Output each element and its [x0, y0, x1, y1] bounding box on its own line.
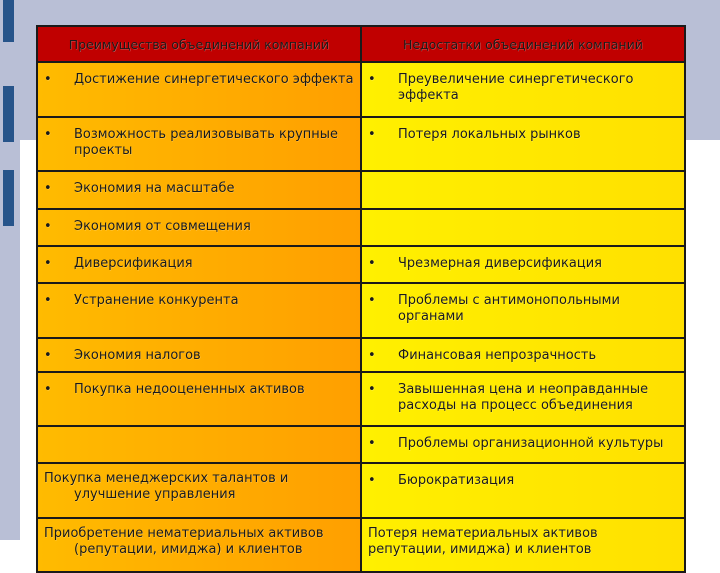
advantage-cell: [37, 209, 361, 246]
bullet: •: [368, 293, 376, 308]
table-row: [37, 518, 685, 572]
bullet: •: [44, 382, 52, 397]
disadvantage-cell: [361, 426, 685, 463]
header-advantages: Преимущества объединений компаний: [37, 26, 361, 62]
disadvantage-text: Бюрократизация: [398, 473, 515, 488]
accent-bar: [3, 170, 14, 226]
table-row: [37, 283, 685, 338]
advantage-cell: [37, 62, 361, 117]
table-row: [37, 463, 685, 518]
advantage-text: Возможность реализовывать крупные проекты: [74, 127, 339, 158]
disadvantage-text: Проблемы с антимонопольными органами: [398, 293, 620, 324]
advantage-cell: [37, 246, 361, 283]
disadvantage-cell-empty: [361, 209, 685, 246]
disadvantage-cell: [361, 283, 685, 338]
disadvantage-cell-empty: [361, 171, 685, 209]
disadvantage-cell: [361, 338, 685, 372]
bullet: •: [44, 181, 52, 196]
advantage-text: Устранение конкурента: [74, 293, 239, 308]
disadvantage-cell: [361, 518, 685, 572]
background-band-left: [0, 0, 20, 540]
table-row: [37, 426, 685, 463]
accent-bar: [3, 86, 14, 142]
header-disadvantages: Недостатки объединений компаний: [361, 26, 685, 62]
advantage-cell: [37, 283, 361, 338]
bullet: •: [368, 473, 376, 488]
disadvantage-cell: [361, 372, 685, 426]
advantage-text: Экономия налогов: [74, 348, 201, 363]
table-row: [37, 209, 685, 246]
bullet: •: [44, 348, 52, 363]
bullet: •: [368, 436, 376, 451]
table-row: [37, 338, 685, 372]
disadvantage-cell: [361, 246, 685, 283]
advantage-cell: [37, 117, 361, 171]
bullet: •: [44, 293, 52, 308]
advantage-cell: [37, 372, 361, 426]
advantage-text: Приобретение нематериальных активов (репутации, имиджа) и клиентов: [44, 526, 324, 557]
disadvantage-text: Финансовая непрозрачность: [398, 348, 597, 363]
table-row: [37, 246, 685, 283]
advantage-text: Покупка недооцененных активов: [74, 382, 305, 397]
advantage-cell-empty: [37, 426, 361, 463]
advantage-cell: [37, 518, 361, 572]
bullet: •: [368, 256, 376, 271]
disadvantage-text: Преувеличение синергетического эффекта: [398, 72, 634, 103]
disadvantage-text: Чрезмерная диверсификация: [398, 256, 602, 271]
advantage-text: Экономия от совмещения: [74, 219, 251, 234]
bullet: •: [368, 127, 376, 142]
advantage-text: Диверсификация: [74, 256, 193, 271]
table-header-row: [37, 26, 685, 62]
advantage-text: Экономия на масштабе: [74, 181, 235, 196]
table-row: [37, 171, 685, 209]
advantage-text: Покупка менеджерских талантов и улучшение управления: [44, 471, 289, 502]
disadvantage-cell: [361, 62, 685, 117]
disadvantage-cell: [361, 117, 685, 171]
bullet: •: [368, 72, 376, 87]
disadvantage-text: Потеря локальных рынков: [398, 127, 581, 142]
table-row: [37, 372, 685, 426]
bullet: •: [44, 72, 52, 87]
table-row: [37, 62, 685, 117]
disadvantage-text: Завышенная цена и неоправданные расходы на процесс объединения: [398, 382, 649, 413]
advantage-cell: [37, 463, 361, 518]
advantage-cell: [37, 171, 361, 209]
disadvantage-text: Потеря нематериальных активов репутации, имиджа) и клиентов: [368, 526, 598, 557]
table-row: [37, 117, 685, 171]
disadvantage-text: Проблемы организационной культуры: [398, 436, 664, 451]
advantage-cell: [37, 338, 361, 372]
bullet: •: [368, 382, 376, 397]
accent-bar: [3, 0, 14, 42]
bullet: •: [44, 256, 52, 271]
advantage-text: Достижение синергетического эффекта: [74, 72, 354, 87]
bullet: •: [44, 127, 52, 142]
bullet: •: [44, 219, 52, 234]
comparison-table: [36, 25, 686, 573]
bullet: •: [368, 348, 376, 363]
disadvantage-cell: [361, 463, 685, 518]
